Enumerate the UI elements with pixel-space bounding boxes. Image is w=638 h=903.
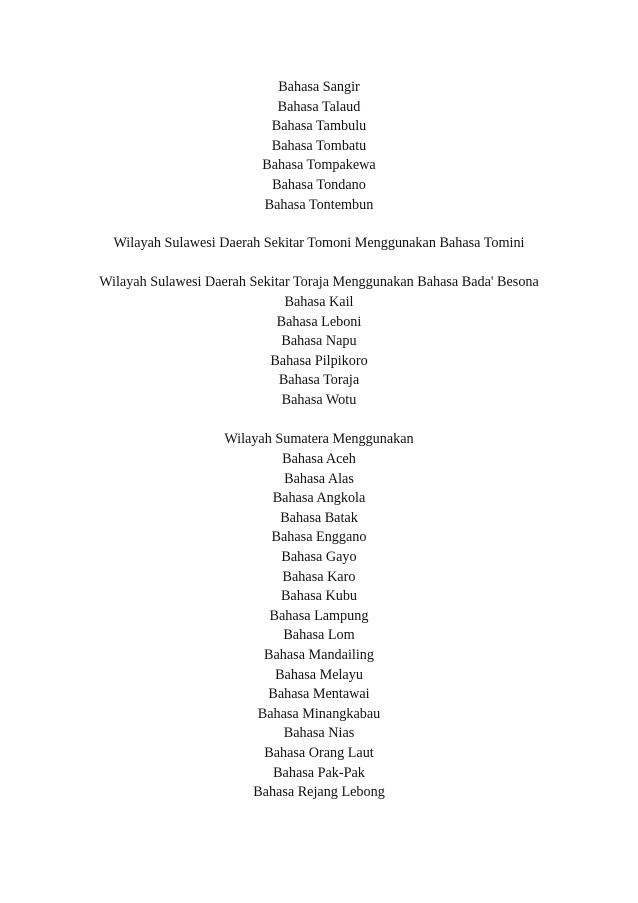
language-item: Bahasa Talaud	[277, 99, 361, 115]
language-item: Bahasa Alas	[284, 471, 354, 487]
language-item: Bahasa Tompakewa	[262, 157, 376, 173]
language-item: Bahasa Kail	[284, 294, 354, 310]
language-item: Bahasa Mandailing	[264, 647, 374, 663]
language-item: Bahasa Karo	[282, 569, 356, 585]
language-item: Bahasa Toraja	[278, 372, 360, 388]
language-item: Bahasa Pilpikoro	[270, 353, 368, 369]
language-item: Bahasa Pak-Pak	[273, 765, 365, 781]
language-item: Bahasa Wotu	[281, 392, 357, 408]
language-item: Bahasa Tontembun	[264, 197, 374, 213]
language-item: Bahasa Tambulu	[271, 118, 367, 134]
language-item: Bahasa Tombatu	[271, 138, 367, 154]
language-item: Bahasa Kubu	[280, 588, 358, 604]
language-item: Bahasa Rejang Lebong	[253, 784, 385, 800]
language-item: Bahasa Aceh	[282, 451, 356, 467]
section-heading-toraja: Wilayah Sulawesi Daerah Sekitar Toraja Menggunakan Bahasa Bada' Besona	[99, 274, 539, 290]
language-item: Bahasa Tondano	[272, 177, 366, 193]
language-item: Bahasa Lom	[283, 627, 355, 643]
section-heading-sumatera: Wilayah Sumatera Menggunakan	[224, 431, 414, 447]
language-item: Bahasa Mentawai	[268, 686, 370, 702]
language-item: Bahasa Orang Laut	[264, 745, 374, 761]
language-item: Bahasa Melayu	[275, 667, 363, 683]
language-item: Bahasa Gayo	[281, 549, 357, 565]
language-item: Bahasa Nias	[283, 725, 355, 741]
section-heading-tomini: Wilayah Sulawesi Daerah Sekitar Tomoni Menggunakan Bahasa Tomini	[113, 235, 525, 251]
language-item: Bahasa Napu	[281, 333, 357, 349]
language-item: Bahasa Minangkabau	[257, 706, 381, 722]
language-item: Bahasa Sangir	[278, 79, 360, 95]
language-item: Bahasa Lampung	[269, 608, 369, 624]
language-item: Bahasa Batak	[280, 510, 358, 526]
language-item: Bahasa Enggano	[271, 529, 367, 545]
language-item: Bahasa Leboni	[276, 314, 362, 330]
language-item: Bahasa Angkola	[272, 490, 366, 506]
